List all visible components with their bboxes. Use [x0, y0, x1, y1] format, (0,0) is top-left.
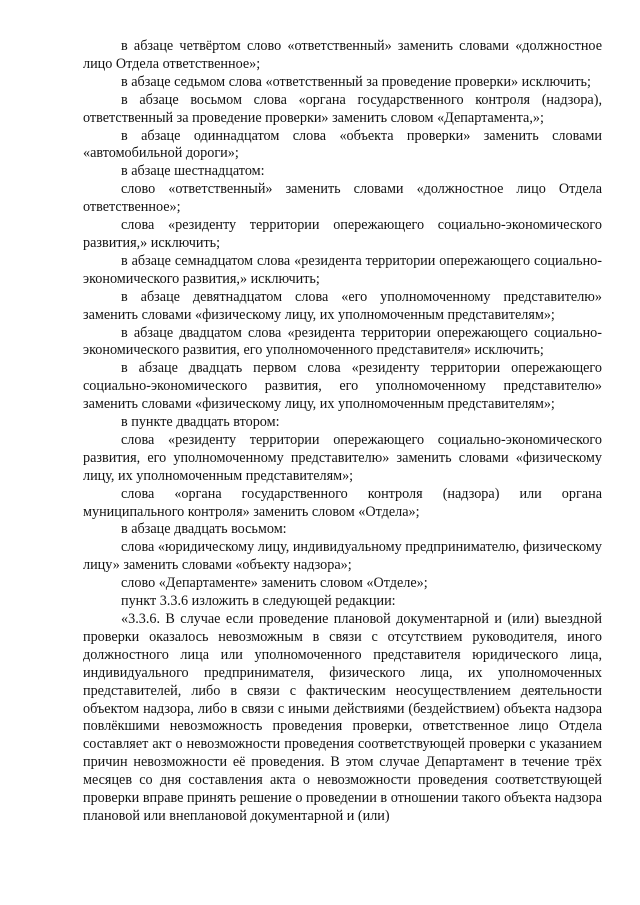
paragraph-abzats-28-item-1: слова «юридическому лицу, индивидуальному предпринимателю, физическому лицу» заменить словами «объекту надзора»; [83, 539, 602, 574]
paragraph-punkt-22-item-1: слова «резиденту территории опережающего социально-экономического развития, его уполномоченному представителю» заменить словами «физическому лицу, их уполномоченным представителям»; [83, 431, 602, 484]
paragraph-punkt-3-3-6-text: «3.3.6. В случае если проведение плановой документарной и (или) выездной проверки оказалось невозможным в связи с отсутствием руководителя, иного должностного лица или уполномоченного представителя юридического лица, индивидуального предпринимателя, физического лица, их уполномоченных представителей, либо в связи с фактическим неосуществлением деятельности объектом надзора, либо в связи с иными действиями (бездействием) объекта надзора повлёкшими невозможность проведения проверки, ответственное лицо Отдела составляет акт о невозможности проведения соответствующей проверки с указанием причин невозможности её проведения. В этом случае Департамент в течение трёх месяцев со дня составления акта о невозможности проведения соответствующей проверки вправе принять решение о проведении в отношении такого объекта надзора плановой или внеплановой документарной и (или) [83, 611, 602, 824]
document-page [83, 38, 602, 826]
paragraph-abzats-17: в абзаце семнадцатом слова «резидента территории опережающего социально-экономического развития,» исключить; [83, 252, 602, 287]
paragraph-abzats-16-heading: в абзаце шестнадцатом: [121, 163, 265, 180]
paragraph-punkt-3-3-6-intro: пункт 3.3.6 изложить в следующей редакции: [121, 593, 396, 610]
paragraph-abzats-19: в абзаце девятнадцатом слова «его уполномоченному представителю» заменить словами «физическому лицу, их уполномоченным представителям»; [83, 288, 602, 323]
paragraph-abzats-16-item-1: слово «ответственный» заменить словами «должностное лицо Отдела ответственное»; [83, 181, 602, 216]
paragraph-abzats-7: в абзаце седьмом слова «ответственный за проведение проверки» исключить; [121, 73, 591, 90]
paragraph-punkt-22-heading: в пункте двадцать втором: [121, 414, 280, 431]
paragraph-abzats-21: в абзаце двадцать первом слова «резиденту территории опережающего социально-экономического развития, его уполномоченному представителю» заменить словами «физическому лицу, их уполномоченным представителям»; [83, 360, 602, 413]
paragraph-abzats-16-item-2: слова «резиденту территории опережающего социально-экономического развития,» исключить; [83, 217, 602, 251]
paragraph-punkt-22-item-2: слова «органа государственного контроля (надзора) или органа муниципального контроля» заменить словом «Отдела»; [83, 485, 602, 520]
paragraph-abzats-20: в абзаце двадцатом слова «резидента территории опережающего социально-экономического развития, его уполномоченного представителя» исключить; [83, 324, 602, 359]
paragraph-abzats-4: в абзаце четвёртом слово «ответственный» заменить словами «должностное лицо Отдела ответственное»; [83, 38, 602, 72]
paragraph-abzats-28-item-2: слово «Департаменте» заменить словом «Отделе»; [121, 575, 428, 592]
paragraph-abzats-11: в абзаце одиннадцатом слова «объекта проверки» заменить словами «автомобильной дороги»; [83, 127, 602, 162]
paragraph-abzats-28-heading: в абзаце двадцать восьмом: [121, 521, 287, 538]
paragraph-abzats-8: в абзаце восьмом слова «органа государственного контроля (надзора), ответственный за проведение проверки» заменить словом «Департамента,»; [83, 91, 602, 126]
